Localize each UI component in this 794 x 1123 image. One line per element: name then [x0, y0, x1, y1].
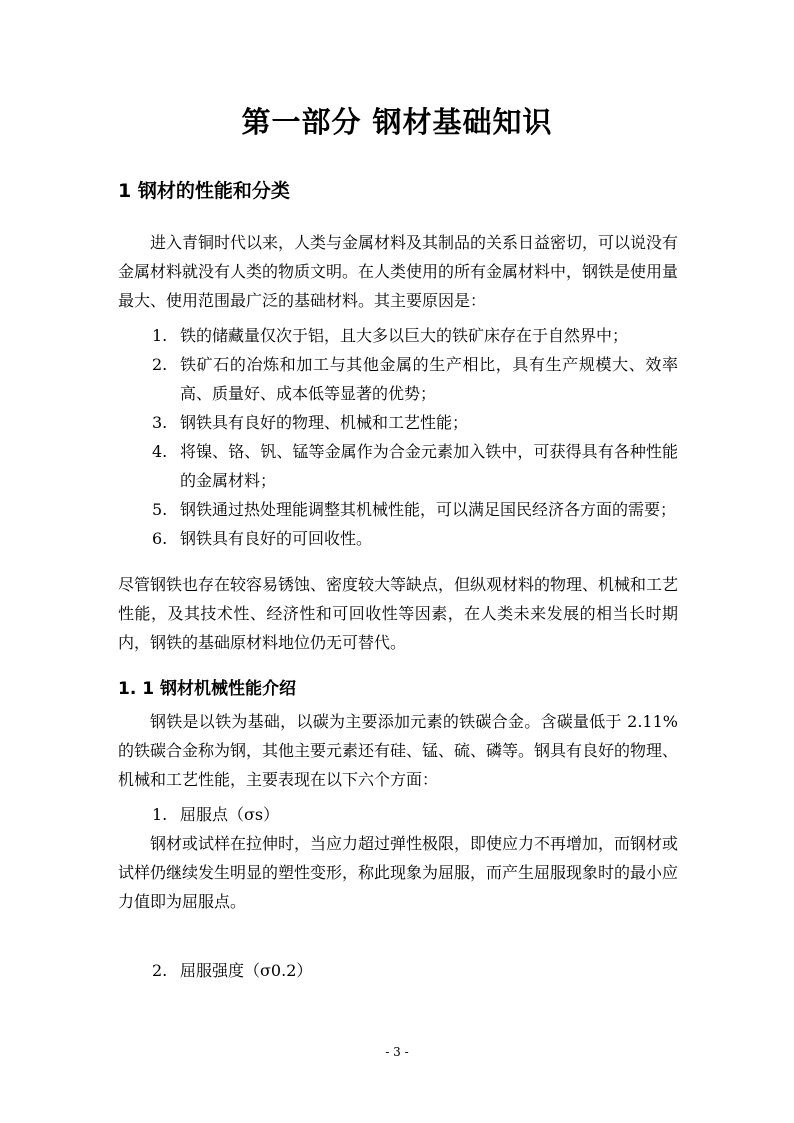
property-item-label: 屈服强度（σ0.2）	[180, 961, 313, 980]
list-item-text: 钢铁具有良好的可回收性。	[180, 529, 373, 548]
list-item	[118, 350, 678, 408]
list-item-number: 3.	[152, 413, 168, 432]
property-item-label: 屈服点（σs）	[180, 805, 280, 824]
list-item-number: 5.	[152, 500, 168, 519]
list-item-text: 铁的储藏量仅次于铝，且大多以巨大的铁矿床存在于自然界中；	[180, 326, 629, 345]
list-item	[118, 321, 678, 350]
list-item-number: 4.	[152, 442, 168, 461]
page-number: - 3 -	[385, 1045, 409, 1059]
list-item	[118, 437, 678, 495]
conclusion-paragraph: 尽管钢铁也存在较容易锈蚀、密度较大等缺点，但纵观材料的物理、机械和工艺性能，及其技术性、经济性和可回收性等因素，在人类未来发展的相当长时期内，钢铁的基础原材料地位仍无可替代。	[118, 575, 679, 652]
list-item-text: 将镍、铬、钒、锰等金属作为合金元素加入铁中，可获得具有各种性能的金属材料；	[180, 442, 678, 490]
list-item	[118, 495, 678, 524]
reasons-list	[118, 321, 678, 553]
property-item-number: 2.	[152, 961, 168, 980]
list-item-text: 钢铁通过热处理能调整其机械性能，可以满足国民经济各方面的需要；	[180, 500, 677, 519]
list-item-number: 2.	[152, 355, 168, 374]
list-item-number: 1.	[152, 326, 168, 345]
list-item	[118, 524, 678, 553]
section-title: 1 钢材的性能和分类	[118, 180, 290, 202]
intro-paragraph: 进入青铜时代以来，人类与金属材料及其制品的关系日益密切，可以说没有金属材料就没有人类的物质文明。在人类使用的所有金属材料中，钢铁是使用量最大、使用范围最广泛的基础材料。其主要原因是：	[118, 233, 679, 310]
list-item-number: 6.	[152, 529, 168, 548]
subsection-title: 1. 1 钢材机械性能介绍	[118, 679, 296, 699]
list-item-text: 钢铁具有良好的物理、机械和工艺性能；	[180, 413, 469, 432]
list-item-text: 铁矿石的冶炼和加工与其他金属的生产相比，具有生产规模大、效率高、质量好、成本低等显著的优势；	[180, 355, 678, 403]
part-title: 第一部分 钢材基础知识	[241, 105, 553, 139]
list-item	[118, 408, 678, 437]
subsection-paragraph: 钢铁是以铁为基础，以碳为主要添加元素的铁碳合金。含碳量低于 2.11%的铁碳合金称为钢，其他主要元素还有硅、锰、硫、磷等。钢具有良好的物理、机械和工艺性能，主要表现在以下六个方面：	[118, 712, 679, 789]
yield-point-paragraph: 钢材或试样在拉伸时，当应力超过弹性极限，即使应力不再增加，而钢材或试样仍继续发生明显的塑性变形，称此现象为屈服，而产生屈服现象时的最小应力值即为屈服点。	[118, 834, 679, 911]
property-item-number: 1.	[152, 805, 168, 824]
